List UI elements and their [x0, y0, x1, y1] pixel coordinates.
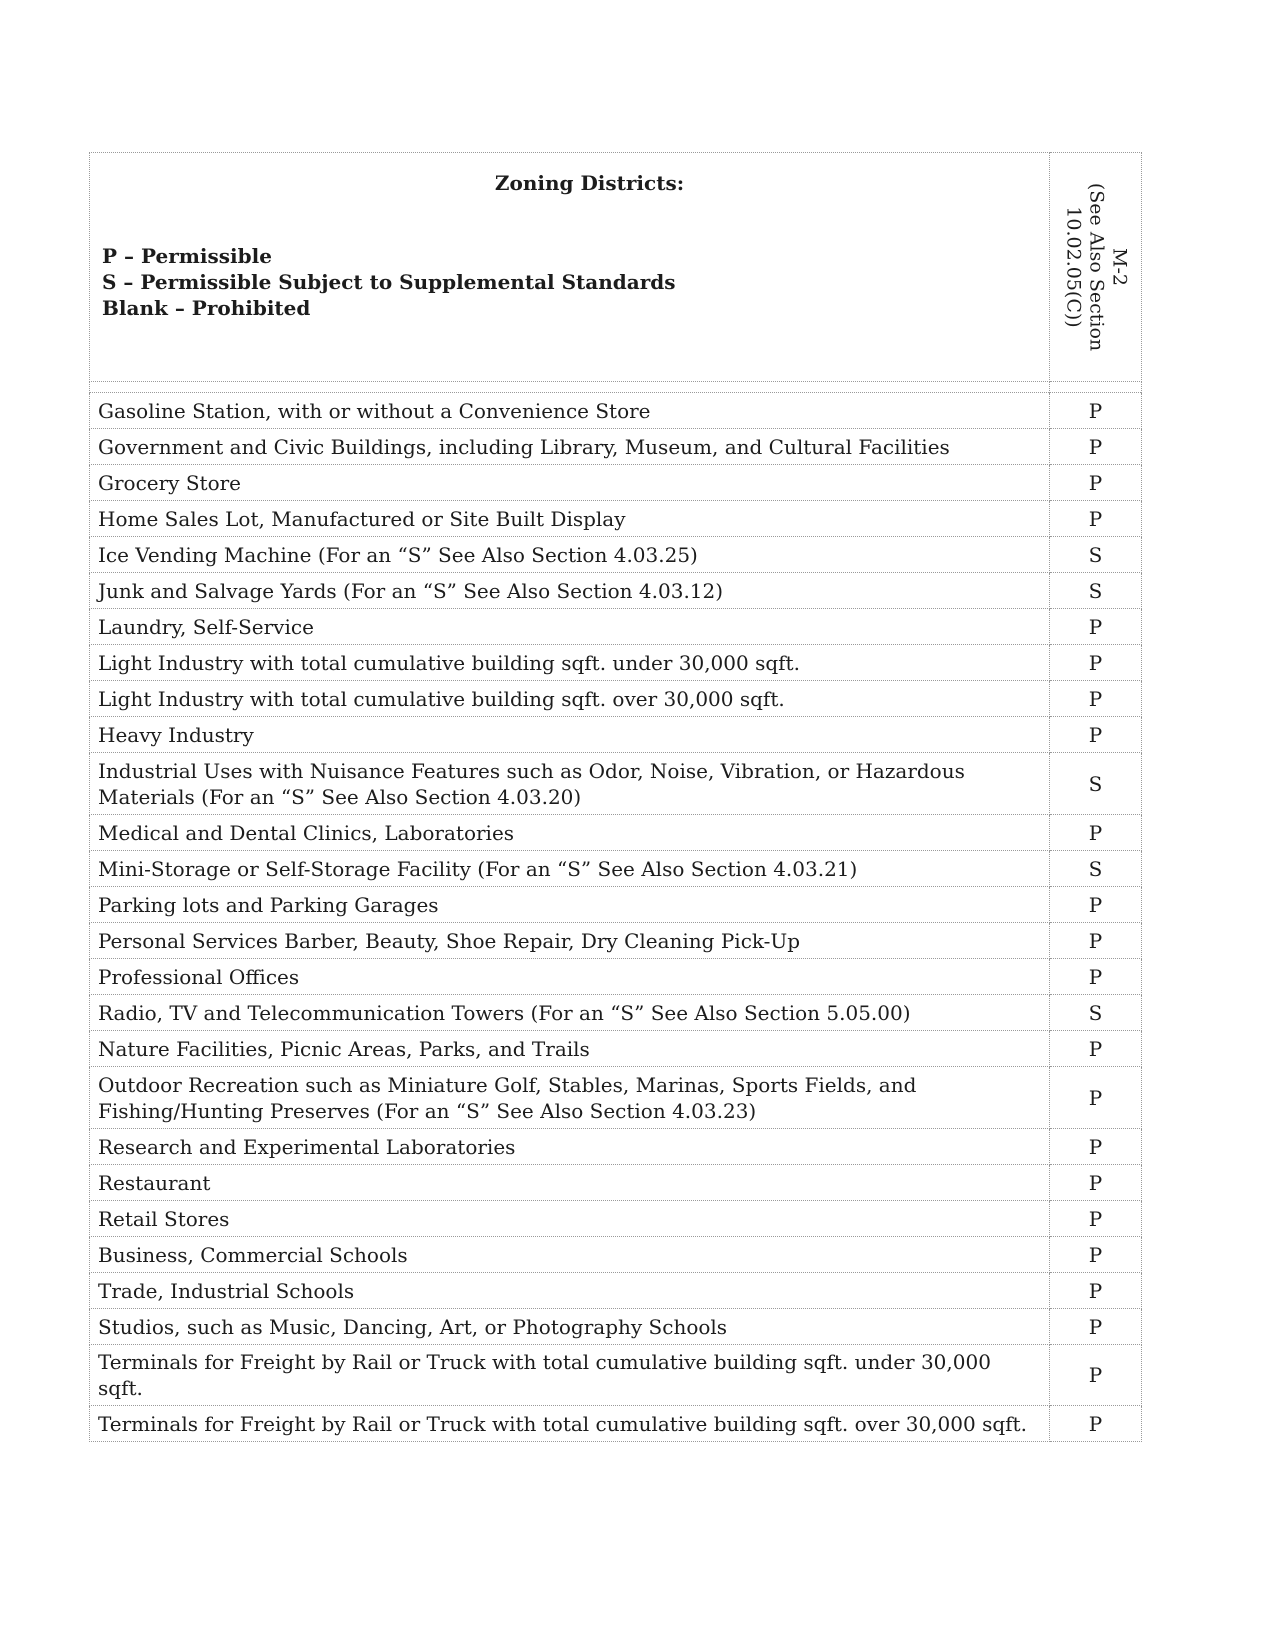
district-permission-value: P: [1050, 1129, 1142, 1165]
use-description: Personal Services Barber, Beauty, Shoe Repair, Dry Cleaning Pick-Up: [90, 923, 1050, 959]
table-row: [90, 1201, 1142, 1237]
table-row: [90, 1345, 1142, 1406]
district-permission-value: P: [1050, 645, 1142, 681]
legend-prohibited: Blank – Prohibited: [102, 296, 311, 320]
use-description: Research and Experimental Laboratories: [90, 1129, 1050, 1165]
district-permission-value: S: [1050, 995, 1142, 1031]
table-row: [90, 465, 1142, 501]
district-permission-value: P: [1050, 1237, 1142, 1273]
table-row: [90, 429, 1142, 465]
table-row: [90, 851, 1142, 887]
district-permission-value: P: [1050, 815, 1142, 851]
use-description: Junk and Salvage Yards (For an “S” See Also Section 4.03.12): [90, 573, 1050, 609]
use-description: Grocery Store: [90, 465, 1050, 501]
table-row: [90, 501, 1142, 537]
use-description: Terminals for Freight by Rail or Truck with total cumulative building sqft. under 30,000 sqft.: [90, 1345, 1050, 1406]
use-description: Studios, such as Music, Dancing, Art, or Photography Schools: [90, 1309, 1050, 1345]
header-spacer: [90, 382, 1142, 393]
use-description: Light Industry with total cumulative building sqft. under 30,000 sqft.: [90, 645, 1050, 681]
district-permission-value: P: [1050, 1031, 1142, 1067]
header-row: [90, 153, 1142, 382]
district-permission-value: S: [1050, 753, 1142, 815]
table-row: [90, 887, 1142, 923]
district-permission-value: P: [1050, 1309, 1142, 1345]
use-description: Mini-Storage or Self-Storage Facility (For an “S” See Also Section 4.03.21): [90, 851, 1050, 887]
district-permission-value: P: [1050, 609, 1142, 645]
use-description: Parking lots and Parking Garages: [90, 887, 1050, 923]
table-row: [90, 923, 1142, 959]
table-row: [90, 1309, 1142, 1345]
district-code: M-2: [1108, 248, 1130, 286]
use-description: Nature Facilities, Picnic Areas, Parks, and Trails: [90, 1031, 1050, 1067]
district-permission-value: P: [1050, 393, 1142, 429]
district-permission-value: S: [1050, 573, 1142, 609]
use-description: Medical and Dental Clinics, Laboratories: [90, 815, 1050, 851]
district-permission-value: P: [1050, 1067, 1142, 1129]
district-note-line2: 10.02.05(C)): [1062, 206, 1084, 328]
table-row: [90, 681, 1142, 717]
legend-cell: [90, 153, 1050, 382]
district-permission-value: P: [1050, 1406, 1142, 1442]
zoning-use-table-sheet: [89, 152, 1141, 1442]
use-description: Professional Offices: [90, 959, 1050, 995]
use-description: Gasoline Station, with or without a Convenience Store: [90, 393, 1050, 429]
use-description: Trade, Industrial Schools: [90, 1273, 1050, 1309]
table-row: [90, 393, 1142, 429]
table-row: [90, 1237, 1142, 1273]
legend-permissible: P – Permissible: [102, 244, 272, 268]
use-description: Heavy Industry: [90, 717, 1050, 753]
use-description: Restaurant: [90, 1165, 1050, 1201]
use-description: Government and Civic Buildings, including Library, Museum, and Cultural Facilities: [90, 429, 1050, 465]
district-permission-value: P: [1050, 1345, 1142, 1406]
district-header-label: [1061, 167, 1130, 367]
district-permission-value: P: [1050, 465, 1142, 501]
use-description: Ice Vending Machine (For an “S” See Also Section 4.03.25): [90, 537, 1050, 573]
district-permission-value: P: [1050, 1201, 1142, 1237]
use-description: Laundry, Self-Service: [90, 609, 1050, 645]
table-row: [90, 995, 1142, 1031]
use-description: Outdoor Recreation such as Miniature Golf, Stables, Marinas, Sports Fields, and Fishing/Hunting Preserves (For an “S” See Also Section 4.03.23): [90, 1067, 1050, 1129]
use-description: Industrial Uses with Nuisance Features such as Odor, Noise, Vibration, or Hazardous Materials (For an “S” See Also Section 4.03.20): [90, 753, 1050, 815]
legend-supplemental: S – Permissible Subject to Supplemental Standards: [102, 270, 676, 294]
table-row: [90, 959, 1142, 995]
district-permission-value: P: [1050, 717, 1142, 753]
table-row: [90, 717, 1142, 753]
table-row: [90, 1129, 1142, 1165]
table-row: [90, 1165, 1142, 1201]
table-row: [90, 609, 1142, 645]
zoning-use-table: [89, 152, 1142, 1442]
table-row: [90, 537, 1142, 573]
legend-title: Zoning Districts:: [494, 171, 685, 195]
use-description: Terminals for Freight by Rail or Truck with total cumulative building sqft. over 30,000 sqft.: [90, 1406, 1050, 1442]
district-permission-value: P: [1050, 959, 1142, 995]
district-header-cell: [1050, 153, 1142, 382]
table-row: [90, 815, 1142, 851]
district-permission-value: P: [1050, 501, 1142, 537]
table-row: [90, 753, 1142, 815]
table-row: [90, 1406, 1142, 1442]
table-row: [90, 1067, 1142, 1129]
use-description: Retail Stores: [90, 1201, 1050, 1237]
district-permission-value: P: [1050, 1165, 1142, 1201]
district-permission-value: P: [1050, 429, 1142, 465]
district-permission-value: P: [1050, 923, 1142, 959]
district-permission-value: S: [1050, 537, 1142, 573]
district-permission-value: S: [1050, 851, 1142, 887]
table-row: [90, 1031, 1142, 1067]
district-permission-value: P: [1050, 1273, 1142, 1309]
use-description: Business, Commercial Schools: [90, 1237, 1050, 1273]
district-note-line1: (See Also Section: [1085, 182, 1107, 352]
use-description: Radio, TV and Telecommunication Towers (For an “S” See Also Section 5.05.00): [90, 995, 1050, 1031]
table-row: [90, 645, 1142, 681]
table-row: [90, 1273, 1142, 1309]
use-description: Home Sales Lot, Manufactured or Site Built Display: [90, 501, 1050, 537]
table-row: [90, 573, 1142, 609]
district-permission-value: P: [1050, 681, 1142, 717]
district-permission-value: P: [1050, 887, 1142, 923]
use-description: Light Industry with total cumulative building sqft. over 30,000 sqft.: [90, 681, 1050, 717]
